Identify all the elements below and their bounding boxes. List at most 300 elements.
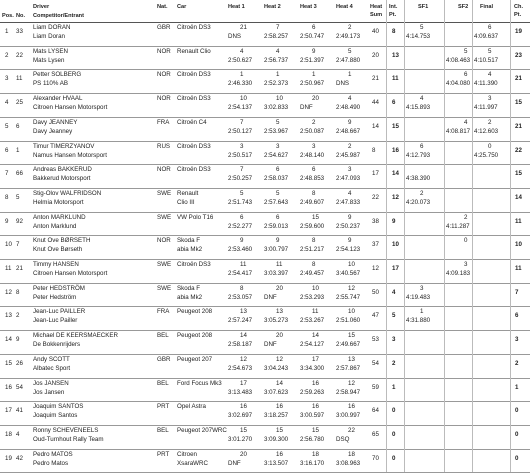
row-heat2-time: 2:57.643 xyxy=(264,198,289,206)
row-nat: SWE xyxy=(157,261,172,268)
header-sf1: SF1 xyxy=(418,4,429,10)
row-entrant: Knut Ove Børseth xyxy=(33,246,83,254)
row-pos: 3 xyxy=(5,75,9,83)
table-header xyxy=(0,0,530,22)
row-divider xyxy=(0,46,530,47)
row-sf1-pos: 4 xyxy=(420,95,424,103)
row-ch-pt: 0 xyxy=(515,407,519,415)
row-car: Citroën DS3 xyxy=(177,24,211,31)
row-heat3-time: 3:34.300 xyxy=(300,364,325,372)
row-heat1-pts: 7 xyxy=(240,166,244,174)
header-divider xyxy=(0,22,530,23)
row-heat-sum: 54 xyxy=(372,359,379,367)
row-heat3-time: 2:56.780 xyxy=(300,435,325,443)
row-heat4-time: 2:49.667 xyxy=(336,341,361,349)
row-heat2-time: 3:03.397 xyxy=(264,270,289,277)
row-pos: 4 xyxy=(5,99,9,107)
row-pos: 9 xyxy=(5,217,9,225)
row-int-pt: 0 xyxy=(392,454,396,462)
row-pos: 1 xyxy=(5,28,9,35)
row-driver: Peter HEDSTRÖM xyxy=(33,284,85,292)
row-heat1-pts: 6 xyxy=(240,213,244,221)
row-driver: Petter SOLBERG xyxy=(33,71,82,79)
row-heat4-pts: 1 xyxy=(348,71,352,79)
row-heat3-pts: 8 xyxy=(312,261,316,268)
row-sf1-pos: 6 xyxy=(420,142,424,150)
row-sf1-pos: 3 xyxy=(420,284,424,292)
header-final: Final xyxy=(480,4,494,10)
row-driver: Jos JANSEN xyxy=(33,379,69,387)
row-heat1-time: 2:46.330 xyxy=(228,80,253,88)
header-ch-pt-2: Pt. xyxy=(514,12,522,18)
row-heat4-pts: 9 xyxy=(348,237,352,245)
row-driver: Joaquim SANTOS xyxy=(33,403,84,411)
row-heat-sum: 40 xyxy=(372,28,379,35)
row-pos: 8 xyxy=(5,193,9,201)
row-heat3-time: 3:16.170 xyxy=(300,459,325,467)
row-heat1-pts: 11 xyxy=(240,261,247,268)
row-heat2-time: 2:53.967 xyxy=(264,127,289,135)
row-pos: 2 xyxy=(5,51,9,59)
row-pos: 10 xyxy=(5,241,12,249)
row-no: 25 xyxy=(16,99,23,107)
row-pos: 17 xyxy=(5,407,12,415)
row-divider xyxy=(0,449,530,450)
row-final-time: 4:25.750 xyxy=(474,151,499,159)
row-heat3-time: 2:49.607 xyxy=(300,198,325,206)
row-no: 8 xyxy=(16,288,20,296)
row-driver: Timur TIMERZYANOV xyxy=(33,142,95,150)
row-no: 54 xyxy=(16,383,23,391)
row-no: 4 xyxy=(16,430,20,438)
row-entrant: Bakkerud Motorsport xyxy=(33,175,91,183)
row-heat-sum: 70 xyxy=(372,454,379,462)
row-no: 6 xyxy=(16,122,20,130)
row-nat: FRA xyxy=(157,118,170,126)
row-nat: RUS xyxy=(157,142,171,150)
row-heat3-time: 2:59.600 xyxy=(300,222,325,230)
row-heat4-time: 2:47.093 xyxy=(336,175,361,183)
row-car: Citroën DS3 xyxy=(177,71,211,79)
row-ch-pt: 2 xyxy=(515,359,519,367)
row-driver: Andy SCOTT xyxy=(33,355,70,363)
row-heat3-pts: 14 xyxy=(312,332,319,340)
row-heat1-time: 2:50.627 xyxy=(228,56,253,64)
header-heat3: Heat 3 xyxy=(300,4,317,10)
row-int-pt: 1 xyxy=(392,383,396,391)
row-heat4-pts: 2 xyxy=(348,24,352,31)
row-heat3-pts: 15 xyxy=(312,213,319,221)
row-heat1-time: 2:50.257 xyxy=(228,175,253,183)
row-heat4-time: DNS xyxy=(336,80,350,88)
row-entrant: De Bokkenrijders xyxy=(33,341,81,349)
row-driver: Jean-Luc PAILLER xyxy=(33,308,86,316)
row-heat3-time: 2:54.127 xyxy=(300,341,325,349)
row-final-pos: 0 xyxy=(488,142,492,150)
row-entrant: PS 110% AB xyxy=(33,80,68,88)
row-heat4-time: 2:45.987 xyxy=(336,151,361,159)
row-pos: 13 xyxy=(5,312,12,320)
header-int-pt: Int. xyxy=(389,4,398,10)
row-no: 42 xyxy=(16,454,23,462)
row-sf2-time: 4:04.080 xyxy=(446,80,471,88)
row-pos: 12 xyxy=(5,288,12,296)
table-row xyxy=(0,331,530,352)
header-int-pt-2: Pt. xyxy=(389,12,397,18)
row-sf1-time: 4:15.893 xyxy=(406,104,431,112)
table-row xyxy=(0,236,530,257)
row-heat1-time: DNF xyxy=(228,459,241,467)
row-heat2-pts: 6 xyxy=(276,213,280,221)
row-pos: 14 xyxy=(5,336,12,344)
row-heat2-time: 2:52.373 xyxy=(264,80,289,88)
row-heat-sum: 65 xyxy=(372,430,379,438)
row-heat-sum: 21 xyxy=(372,75,379,83)
row-entrant: Joaquim Santos xyxy=(33,412,78,420)
row-entrant: Anton Marklund xyxy=(33,222,77,230)
row-heat4-pts: 9 xyxy=(348,213,352,221)
row-ch-pt: 10 xyxy=(515,241,522,249)
row-heat4-pts: 18 xyxy=(348,450,355,458)
row-int-pt: 0 xyxy=(392,407,396,415)
column-divider xyxy=(444,0,445,472)
header-car: Car xyxy=(177,4,187,10)
row-nat: NOR xyxy=(157,166,171,174)
row-sf1-time: 4:12.793 xyxy=(406,151,431,159)
row-heat2-pts: 12 xyxy=(276,355,283,363)
row-sf1-time: 4:14.753 xyxy=(406,33,431,40)
row-heat1-pts: 10 xyxy=(240,95,247,103)
row-heat2-pts: 10 xyxy=(276,95,283,103)
row-sf2-pos: 4 xyxy=(464,118,468,126)
row-heat4-time: 3:08.963 xyxy=(336,459,361,467)
row-car-2: XsaraWRC xyxy=(177,459,208,467)
row-entrant: Albatec Sport xyxy=(33,364,71,372)
row-nat: GBR xyxy=(157,355,171,363)
row-heat2-pts: 16 xyxy=(276,450,283,458)
row-heat-sum: 17 xyxy=(372,170,379,178)
row-nat: BEL xyxy=(157,332,169,340)
table-row xyxy=(0,70,530,91)
column-divider xyxy=(510,0,511,472)
row-heat1-pts: 5 xyxy=(240,189,244,197)
row-driver: Knut Ove BØRSETH xyxy=(33,237,91,245)
row-heat3-pts: 18 xyxy=(312,450,319,458)
row-heat1-time: 2:52.277 xyxy=(228,222,253,230)
row-heat3-pts: 8 xyxy=(312,189,316,197)
row-heat3-time: 2:50.747 xyxy=(300,33,325,40)
row-car-2: abia Mk2 xyxy=(177,246,203,254)
row-heat1-pts: 4 xyxy=(240,47,244,55)
table-row xyxy=(0,450,530,471)
row-final-pos: 5 xyxy=(488,47,492,55)
row-heat4-time: 2:47.880 xyxy=(336,56,361,64)
row-int-pt: 12 xyxy=(392,193,399,201)
row-heat-sum: 37 xyxy=(372,241,379,249)
row-int-pt: 4 xyxy=(392,288,396,296)
row-heat1-pts: 13 xyxy=(240,308,247,316)
row-sf2-time: 4:08.817 xyxy=(446,127,471,135)
row-entrant: Citroen Hansen Motorsport xyxy=(33,104,108,112)
row-heat4-time: 2:54.123 xyxy=(336,246,361,254)
row-heat2-pts: 14 xyxy=(276,379,283,387)
table-row xyxy=(0,284,530,305)
row-heat1-pts: 20 xyxy=(240,450,247,458)
row-heat1-time: 2:58.187 xyxy=(228,341,253,349)
row-heat1-time: 2:50.127 xyxy=(228,127,253,135)
row-nat: NOR xyxy=(157,47,171,55)
table-row xyxy=(0,307,530,328)
header-driver: Driver xyxy=(33,4,50,10)
row-heat3-time: 2:53.293 xyxy=(300,293,325,301)
row-sf1-time: 4:19.483 xyxy=(406,293,431,301)
row-heat3-pts: 6 xyxy=(312,24,316,31)
row-sf1-time: 4:38.390 xyxy=(406,175,431,183)
row-heat4-pts: 16 xyxy=(348,403,355,411)
row-sf1-pos: 2 xyxy=(420,189,424,197)
row-car: Peugeot 208 xyxy=(177,332,213,340)
row-driver: Stig-Olov WALFRIDSON xyxy=(33,189,102,197)
row-sf2-pos: 6 xyxy=(464,71,468,79)
row-final-time: 4:10.517 xyxy=(474,56,499,64)
row-heat-sum: 59 xyxy=(372,383,379,391)
row-heat4-time: 2:50.237 xyxy=(336,222,361,230)
header-heat1: Heat 1 xyxy=(228,4,245,10)
row-heat1-pts: 7 xyxy=(240,118,244,126)
row-sf2-pos: 0 xyxy=(464,237,468,245)
row-no: 5 xyxy=(16,193,20,201)
row-heat3-pts: 11 xyxy=(312,308,319,316)
row-heat3-time: 2:49.457 xyxy=(300,270,325,277)
table-row xyxy=(0,94,530,115)
row-final-pos: 3 xyxy=(488,95,492,103)
row-entrant: Helmia Motorsport xyxy=(33,198,84,206)
row-heat2-pts: 11 xyxy=(276,261,283,268)
row-heat3-pts: 3 xyxy=(312,142,316,150)
row-heat-sum: 50 xyxy=(372,288,379,296)
row-heat2-time: 2:58.037 xyxy=(264,175,289,183)
row-heat2-time: 2:58.257 xyxy=(264,33,289,40)
row-heat-sum: 14 xyxy=(372,122,379,130)
row-heat1-pts: 17 xyxy=(240,379,247,387)
row-heat2-pts: 3 xyxy=(276,142,280,150)
table-row xyxy=(0,260,530,281)
row-heat3-pts: 17 xyxy=(312,355,319,363)
row-heat4-time: 3:00.997 xyxy=(336,412,361,420)
row-car: Citroën DS3 xyxy=(177,95,211,103)
row-entrant: Citroen Hansen Motorsport xyxy=(33,270,108,277)
header-pos: Pos. xyxy=(2,13,14,19)
row-divider xyxy=(0,259,530,260)
row-heat2-time: 2:56.737 xyxy=(264,56,289,64)
table-row xyxy=(0,118,530,139)
row-heat4-pts: 5 xyxy=(348,47,352,55)
row-sf1-time: 4:20.073 xyxy=(406,198,431,206)
header-heat-sum-2: Sum xyxy=(370,12,383,18)
row-driver: Michael DE KEERSMAECKER xyxy=(33,332,118,340)
row-driver: Timmy HANSEN xyxy=(33,261,79,268)
row-car-2: Clio III xyxy=(177,198,195,206)
row-car: Citroen xyxy=(177,450,197,458)
table-row xyxy=(0,402,530,423)
row-final-time: 4:11.997 xyxy=(474,104,498,112)
row-nat: BEL xyxy=(157,426,169,434)
row-no: 92 xyxy=(16,217,23,225)
table-row xyxy=(0,379,530,400)
table-row xyxy=(0,355,530,376)
row-nat: BEL xyxy=(157,379,169,387)
row-sf2-time: 4:09.183 xyxy=(446,270,471,277)
column-divider xyxy=(404,0,405,472)
row-heat4-pts: 2 xyxy=(348,142,352,150)
row-heat4-pts: 15 xyxy=(348,332,355,340)
row-ch-pt: 11 xyxy=(515,217,522,225)
row-divider xyxy=(0,93,530,94)
row-divider xyxy=(0,425,530,426)
row-heat1-time: 2:50.517 xyxy=(228,151,253,159)
table-row xyxy=(0,426,530,447)
header-ch-pt: Ch. xyxy=(514,4,524,10)
row-ch-pt: 11 xyxy=(515,265,522,272)
row-entrant: Mats Lysen xyxy=(33,56,65,64)
column-divider xyxy=(472,0,473,472)
row-heat-sum: 53 xyxy=(372,336,379,344)
row-int-pt: 5 xyxy=(392,312,396,320)
row-heat4-time: 2:48.667 xyxy=(336,127,361,135)
table-row xyxy=(0,47,530,68)
row-heat1-pts: 15 xyxy=(240,426,247,434)
row-driver: Liam DORAN xyxy=(33,24,71,31)
row-heat1-time: 2:51.743 xyxy=(228,198,253,206)
row-heat4-time: 2:55.747 xyxy=(336,293,361,301)
row-pos: 16 xyxy=(5,383,12,391)
row-divider xyxy=(0,378,530,379)
row-heat2-pts: 4 xyxy=(276,47,280,55)
row-heat2-pts: 20 xyxy=(276,284,283,292)
table-row xyxy=(0,213,530,234)
row-heat2-pts: 20 xyxy=(276,332,283,340)
row-heat1-pts: 9 xyxy=(240,237,244,245)
row-heat3-time: 2:50.087 xyxy=(300,127,325,135)
row-heat3-time: 2:51.217 xyxy=(300,246,325,254)
row-pos: 5 xyxy=(5,122,9,130)
row-sf1-pos: 1 xyxy=(420,308,424,316)
column-divider xyxy=(386,0,387,472)
row-divider xyxy=(0,164,530,165)
row-heat4-pts: 3 xyxy=(348,166,352,174)
row-heat2-time: 2:54.627 xyxy=(264,151,289,159)
row-final-pos: 4 xyxy=(488,71,492,79)
row-entrant: Liam Doran xyxy=(33,33,65,40)
row-int-pt: 6 xyxy=(392,99,396,107)
row-ch-pt: 6 xyxy=(515,312,519,320)
table-row xyxy=(0,189,530,210)
table-row xyxy=(0,165,530,186)
row-heat1-pts: 1 xyxy=(240,71,244,79)
row-nat: NOR xyxy=(157,71,171,79)
row-heat3-time: DNF xyxy=(300,104,313,112)
row-int-pt: 10 xyxy=(392,241,399,249)
row-int-pt: 0 xyxy=(392,430,396,438)
row-car: Citroën DS3 xyxy=(177,142,211,150)
row-int-pt: 13 xyxy=(392,51,399,59)
row-ch-pt: 21 xyxy=(515,122,522,130)
row-heat4-time: 3:40.567 xyxy=(336,270,361,277)
row-ch-pt: 14 xyxy=(515,193,522,201)
row-heat1-time: DNS xyxy=(228,33,242,40)
row-ch-pt: 0 xyxy=(515,430,519,438)
row-heat4-pts: 4 xyxy=(348,95,352,103)
row-heat3-pts: 16 xyxy=(312,379,319,387)
row-final-time: 4:09.637 xyxy=(474,33,499,40)
row-no: 41 xyxy=(16,407,23,415)
row-heat2-time: 3:13.507 xyxy=(264,459,289,467)
row-entrant: Pedro Matos xyxy=(33,459,69,467)
row-heat1-time: 2:54.417 xyxy=(228,270,253,277)
row-int-pt: 16 xyxy=(392,146,399,154)
header-heat4: Heat 4 xyxy=(336,4,353,10)
header-no: No. xyxy=(16,13,26,19)
row-car: Peugeot 207WRC xyxy=(177,426,227,434)
row-heat1-time: 2:54.673 xyxy=(228,364,253,372)
row-nat: SWE xyxy=(157,284,172,292)
row-divider xyxy=(0,69,530,70)
row-nat: SWE xyxy=(157,213,172,221)
row-car: Citroën C4 xyxy=(177,118,207,126)
row-car: Opel Astra xyxy=(177,403,206,411)
row-heat1-time: 2:53.057 xyxy=(228,293,253,301)
row-heat2-time: DNF xyxy=(264,293,277,301)
row-pos: 15 xyxy=(5,359,12,367)
row-nat: GBR xyxy=(157,24,171,31)
row-heat1-pts: 16 xyxy=(240,403,247,411)
row-sf1-time: 4:31.880 xyxy=(406,317,431,325)
row-int-pt: 15 xyxy=(392,122,399,130)
row-heat4-time: 2:49.173 xyxy=(336,33,361,40)
row-heat1-time: 3:01.270 xyxy=(228,435,253,443)
row-ch-pt: 21 xyxy=(515,75,522,83)
row-heat3-pts: 15 xyxy=(312,426,319,434)
row-divider xyxy=(0,141,530,142)
row-sf2-pos: 5 xyxy=(464,47,468,55)
row-car: Renault Clio xyxy=(177,47,211,55)
row-int-pt: 14 xyxy=(392,170,399,178)
row-pos: 7 xyxy=(5,170,9,178)
row-heat1-pts: 14 xyxy=(240,332,247,340)
row-pos: 19 xyxy=(5,454,12,462)
row-heat4-time: 2:57.867 xyxy=(336,364,361,372)
row-heat2-pts: 5 xyxy=(276,189,280,197)
row-entrant: Jos Jansen xyxy=(33,388,65,396)
row-heat2-pts: 5 xyxy=(276,118,280,126)
row-sf2-pos: 3 xyxy=(464,261,468,268)
row-heat2-pts: 16 xyxy=(276,403,283,411)
row-heat3-time: 2:48.140 xyxy=(300,151,325,159)
row-heat1-time: 3:13.483 xyxy=(228,388,253,396)
row-heat2-pts: 13 xyxy=(276,308,283,316)
row-ch-pt: 1 xyxy=(515,383,519,391)
row-heat3-pts: 8 xyxy=(312,237,316,245)
row-car: Peugeot 207 xyxy=(177,355,213,363)
row-heat3-pts: 9 xyxy=(312,47,316,55)
row-nat: FRA xyxy=(157,308,170,316)
row-divider xyxy=(0,283,530,284)
row-int-pt: 2 xyxy=(392,359,396,367)
row-heat1-pts: 3 xyxy=(240,142,244,150)
row-heat-sum: 20 xyxy=(372,51,379,59)
row-ch-pt: 0 xyxy=(515,454,519,462)
row-heat4-pts: 10 xyxy=(348,308,355,316)
